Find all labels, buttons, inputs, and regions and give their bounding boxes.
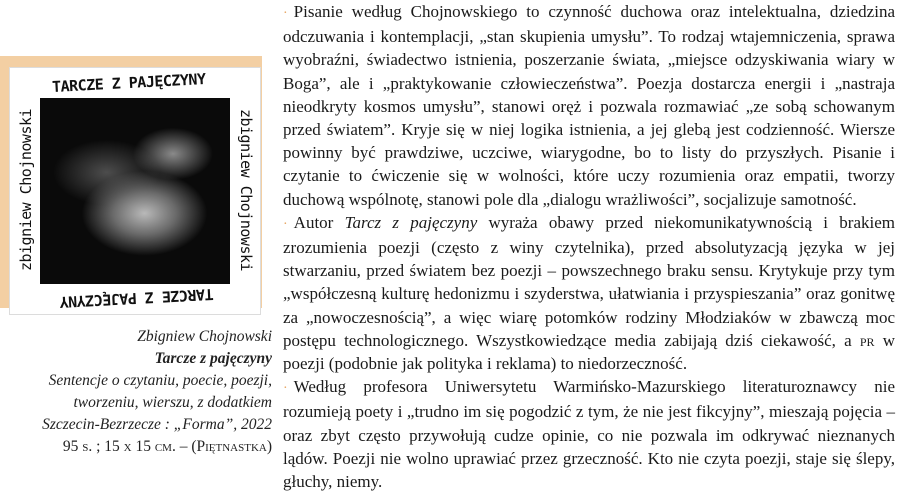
paragraph-2-text: wyraża obawy przed niekomunikatywnością i brakiem zrozumienia poezji (często z winy czytelnika), przed absolutyzacją języka w jej stwarzaniu, przed światem bez poezji – powszechnego braku sensu. Krytykuje przy tym „współczesną kulturę hedonizmu i szyderstwa, ułatwiania i przyspieszania” oraz gonitwę za „nowoczesnością”, a więc wiarę potomków rodziny Młodziaków w zbawczą moc postępu technologicznego. Wszystkowiedzące media zabijają dziś ciekawość, a (283, 212, 895, 350)
caption-subtitle-1: Sentencje o czytaniu, poecie, poezji, (48, 372, 272, 389)
paragraph-3-text: Według profesora Uniwersytetu Warmińsko-Mazurskiego literaturoznawcy nie rozumieją poety i „trudno im się pogodzić z tym, że nie jest fikcyjny”, mieszają pojęcia – oraz zbyt często przywołują cudze opinie, co nie pozwala im odkrywać nieznanych lądów. Poezji nie wolno uprawiać przez grzeczność. Kto nie czyta poezji, staje się ślepy, głuchy, niemy. (283, 377, 895, 492)
cover-author-right: zbigniew Chojnowski (237, 108, 255, 272)
bullet-icon: · (283, 6, 288, 21)
cover-title-bottom: TARCZE Z PAJĘCZYNY (59, 284, 214, 312)
bullet-icon: · (283, 216, 288, 232)
paragraph-2-pr: pr (859, 330, 875, 350)
caption-subtitle-2: tworzeniu, wierszu, z dodatkiem (73, 394, 272, 411)
cover-photo (40, 98, 230, 284)
caption-details: 95 s. ; 15 x 15 cm. – (Piętnastka) (62, 438, 272, 455)
paragraph-3 (283, 375, 895, 493)
book-cover (10, 68, 260, 314)
cover-title-top: TARCZE Z PAJĘCZYNY (51, 69, 206, 97)
paragraph-2 (283, 211, 895, 375)
article-body (283, 0, 895, 493)
paragraph-1 (283, 0, 895, 211)
paragraph-1-text: Pisanie według Chojnowskiego to czynność duchowa oraz intelektualna, dziedzina odczuwania i kontemplacji, „stan skupienia umysłu”. To rodzaj wtajemniczenia, sprawa wyobraźni, świadectwo istnienia, poszerzanie świata, „miejsce odzyskiwania wiary w Boga”, ale i „praktykowanie człowieczeństwa”. Poezja dostarcza energii i „nastraja nieodkryty kosmos umysłu”, stanowi oręż i pozwala rozmawiać „ze sobą schowanym przed światem”. Kryje się w niej logika istnienia, a jej glebą jest codzienność. Wiersze powinny być prawdziwe, uczciwe, wiarygodne, bo to listy do przyszłych. Pisanie i czytanie to ćwiczenie się w wolności, które uczy rozumienia oraz empatii, tworzy duchową wspólnotę, stanowi pole dla „dialogu wrażliwości”, socjalizuje samotność. (283, 2, 895, 209)
paragraph-2-book-title: Tarcz z pajęczyny (344, 212, 478, 232)
paragraph-2-lead: Autor (293, 212, 345, 232)
book-caption (10, 326, 272, 458)
cover-author-left: zbigniew Chojnowski (17, 108, 35, 272)
caption-publisher: Szczecin-Bezrzecze : „Forma”, 2022 (42, 416, 272, 433)
bullet-icon: · (283, 381, 288, 397)
caption-title: Tarcze z pajęczyny (154, 350, 272, 367)
paragraph-2-end: w poezji (podobnie jak polityka i reklama) to niedorzeczność. (283, 330, 895, 374)
caption-author: Zbigniew Chojnowski (137, 328, 272, 345)
